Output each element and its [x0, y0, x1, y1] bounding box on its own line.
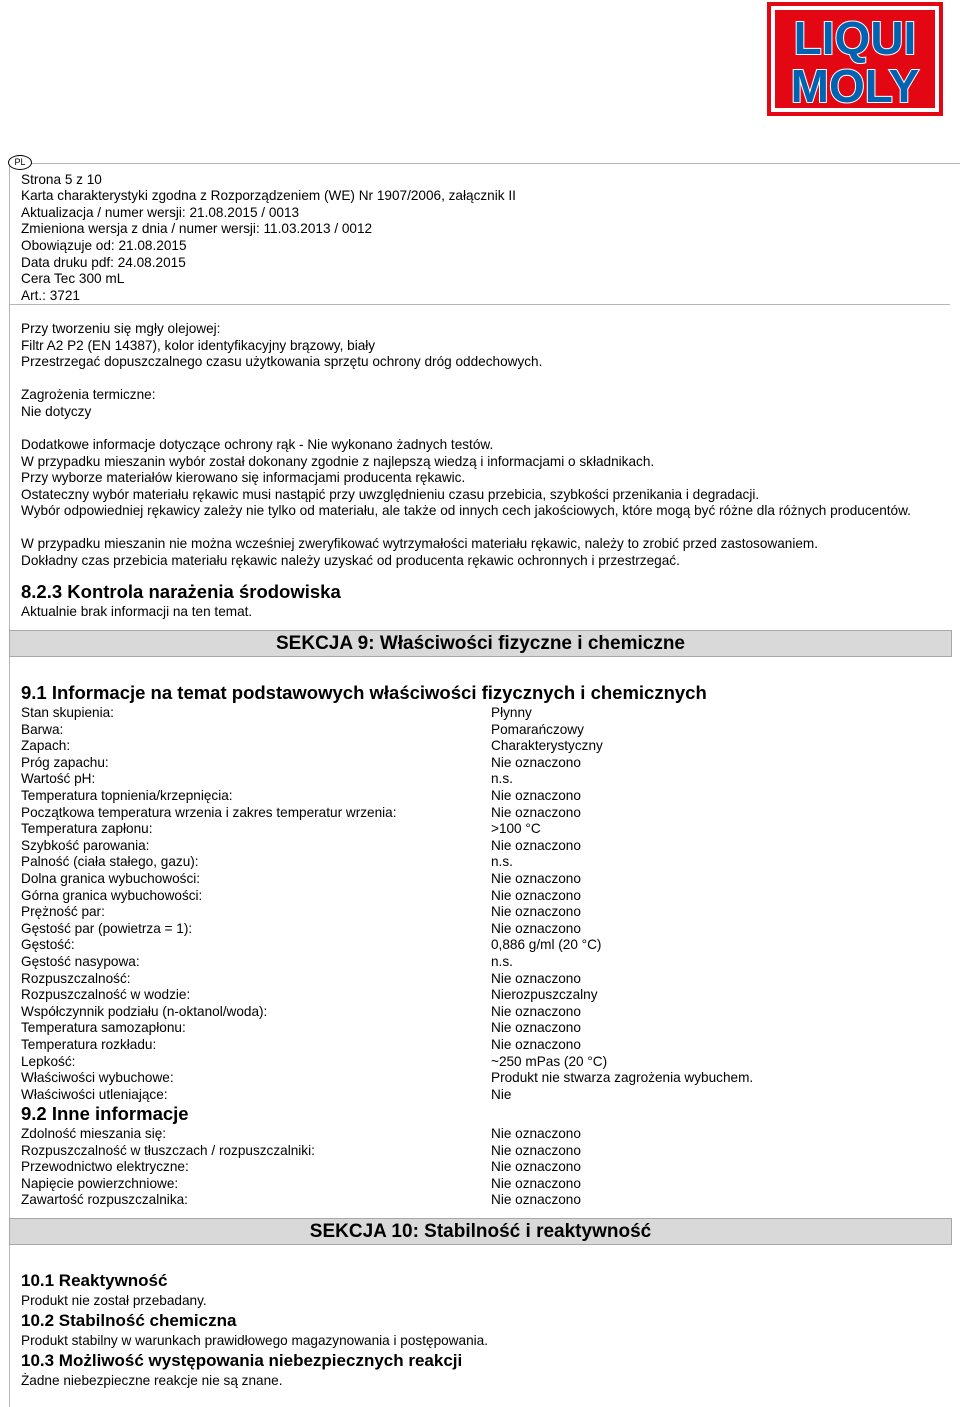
text-line: Dodatkowe informacje dotyczące ochrony rąk - Nie wykonano żadnych testów.	[21, 437, 494, 452]
property-label: Temperatura topnienia/krzepnięcia:	[21, 788, 233, 803]
text-line: Produkt stabilny w warunkach prawidłowego magazynowania i postępowania.	[21, 1333, 488, 1348]
logo-text-2: MOLY	[790, 60, 920, 112]
property-label: Gęstość par (powietrza = 1):	[21, 920, 193, 936]
property-label: Lepkość:	[21, 1053, 76, 1069]
property-value: 0,886 g/ml (20 °C)	[491, 937, 602, 953]
language-badge: PL	[8, 155, 32, 170]
header-divider	[10, 304, 950, 305]
section-9-header: SEKCJA 9: Właściwości fizyczne i chemiczne	[9, 630, 952, 657]
heading-10-3: 10.3 Możliwość występowania niebezpiecznych reakcji	[21, 1351, 463, 1370]
header-title: Karta charakterystyki zgodna z Rozporządzeniem (WE) Nr 1907/2006, załącznik II	[21, 188, 516, 203]
text-line: Zagrożenia termiczne:	[21, 387, 156, 402]
property-value: Nierozpuszczalny	[491, 987, 598, 1003]
header-article: Art.: 3721	[21, 288, 80, 303]
text-line: Przestrzegać dopuszczalnego czasu użytkowania sprzętu ochrony dróg oddechowych.	[21, 354, 543, 369]
property-value: Nie oznaczono	[491, 1003, 581, 1019]
property-value: Nie oznaczono	[491, 871, 581, 886]
heading-10-1: 10.1 Reaktywność	[21, 1271, 168, 1290]
header-page: Strona 5 z 10	[21, 172, 102, 187]
text-line: Produkt nie został przebadany.	[21, 1293, 207, 1308]
property-value: Nie	[491, 1086, 512, 1102]
property-label: Zdolność mieszania się:	[21, 1126, 167, 1141]
property-label: Temperatura samozapłonu:	[21, 1020, 186, 1036]
property-label: Początkowa temperatura wrzenia i zakres temperatur wrzenia:	[21, 804, 397, 820]
heading-10-2: 10.2 Stabilność chemiczna	[21, 1311, 237, 1330]
property-value: Nie oznaczono	[491, 1192, 581, 1208]
property-value: Nie oznaczono	[491, 804, 581, 820]
property-value: Nie oznaczono	[491, 1175, 581, 1191]
property-label: Prężność par:	[21, 904, 105, 920]
property-label: Rozpuszczalność w wodzie:	[21, 987, 191, 1003]
property-value: ~250 mPas (20 °C)	[491, 1053, 608, 1069]
property-label: Gęstość:	[21, 937, 75, 953]
header-valid-from: Obowiązuje od: 21.08.2015	[21, 238, 187, 253]
header-print-date: Data druku pdf: 24.08.2015	[21, 255, 186, 270]
property-label: Temperatura zapłonu:	[21, 821, 153, 837]
liqui-moly-logo	[767, 2, 943, 116]
heading-8-2-3: 8.2.3 Kontrola narażenia środowiska	[21, 581, 341, 602]
property-label: Barwa:	[21, 721, 64, 737]
property-label: Stan skupienia:	[21, 705, 114, 720]
property-label: Właściwości utleniające:	[21, 1086, 168, 1102]
property-value: Nie oznaczono	[491, 788, 581, 803]
property-value: Charakterystyczny	[491, 738, 603, 754]
property-label: Przewodnictwo elektryczne:	[21, 1159, 189, 1175]
property-label: Temperatura rozkładu:	[21, 1037, 157, 1052]
property-value: Pomarańczowy	[491, 721, 584, 737]
property-value: Nie oznaczono	[491, 920, 581, 936]
property-label: Współczynnik podziału (n-oktanol/woda):	[21, 1003, 268, 1019]
header-product: Cera Tec 300 mL	[21, 271, 125, 286]
property-label: Palność (ciała stałego, gazu):	[21, 854, 199, 870]
text-line: Dokładny czas przebicia materiału rękawic należy uzyskać od producenta rękawic ochronnych i przestrzegać.	[21, 553, 680, 568]
text-line: Przy tworzeniu się mgły olejowej:	[21, 321, 221, 336]
property-label: Wartość pH:	[21, 771, 96, 787]
logo-text-1: LIQUI	[793, 12, 917, 64]
property-value: Płynny	[491, 705, 532, 720]
property-label: Rozpuszczalność:	[21, 970, 131, 986]
property-value: Nie oznaczono	[491, 837, 581, 853]
property-label: Rozpuszczalność w tłuszczach / rozpuszczalniki:	[21, 1142, 315, 1158]
property-value: Nie oznaczono	[491, 1142, 581, 1158]
property-value: Nie oznaczono	[491, 1020, 581, 1036]
text-line: Przy wyborze materiałów kierowano się informacjami producenta rękawic.	[21, 470, 466, 485]
text-line: Aktualnie brak informacji na ten temat.	[21, 604, 253, 619]
section-10-header: SEKCJA 10: Stabilność i reaktywność	[9, 1218, 952, 1245]
heading-9-1: 9.1 Informacje na temat podstawowych właściwości fizycznych i chemicznych	[21, 682, 707, 703]
property-label: Szybkość parowania:	[21, 837, 150, 853]
property-value: Nie oznaczono	[491, 887, 581, 903]
property-value: n.s.	[491, 954, 513, 969]
text-line: W przypadku mieszanin wybór został dokonany zgodnie z najlepszą wiedzą i informacjami o składnikach.	[21, 454, 655, 469]
property-value: n.s.	[491, 771, 513, 787]
text-paragraph: Wybór odpowiedniej rękawicy zależy nie tylko od materiału, ale także od innych cech jakościowych, które mogą być różne dla różnych producentów.	[21, 503, 911, 518]
heading-9-2: 9.2 Inne informacje	[21, 1103, 189, 1124]
property-value: Nie oznaczono	[491, 1037, 581, 1052]
property-value: >100 °C	[491, 821, 541, 837]
property-value: Nie oznaczono	[491, 1126, 581, 1141]
property-label: Gęstość nasypowa:	[21, 954, 140, 969]
property-label: Napięcie powierzchniowe:	[21, 1175, 179, 1191]
property-value: Nie oznaczono	[491, 1159, 581, 1175]
property-value: Nie oznaczono	[491, 754, 581, 770]
property-value: Nie oznaczono	[491, 970, 581, 986]
property-label: Próg zapachu:	[21, 754, 109, 770]
property-value: Produkt nie stwarza zagrożenia wybuchem.	[491, 1070, 754, 1086]
text-line: Filtr A2 P2 (EN 14387), kolor identyfikacyjny brązowy, biały	[21, 338, 376, 353]
text-line: Żadne niebezpieczne reakcje nie są znane.	[21, 1373, 283, 1388]
property-label: Właściwości wybuchowe:	[21, 1070, 174, 1086]
property-label: Zawartość rozpuszczalnika:	[21, 1192, 188, 1208]
text-line: W przypadku mieszanin nie można wcześniej zweryfikować wytrzymałości materiału rękawic, należy to zrobić przed zastosowaniem.	[21, 536, 819, 551]
property-label: Dolna granica wybuchowości:	[21, 871, 201, 886]
property-value: Nie oznaczono	[491, 904, 581, 920]
property-label: Zapach:	[21, 738, 71, 754]
header-prev-version: Zmieniona wersja z dnia / numer wersji: 11.03.2013 / 0012	[21, 221, 373, 236]
text-line: Ostateczny wybór materiału rękawic musi nastąpić przy uwzględnieniu czasu przebicia, szybkości przenikania i degradacji.	[21, 487, 760, 502]
text-line: Nie dotyczy	[21, 404, 92, 419]
header-version: Aktualizacja / numer wersji: 21.08.2015 / 0013	[21, 205, 300, 220]
property-label: Górna granica wybuchowości:	[21, 887, 203, 903]
property-value: n.s.	[491, 854, 513, 870]
